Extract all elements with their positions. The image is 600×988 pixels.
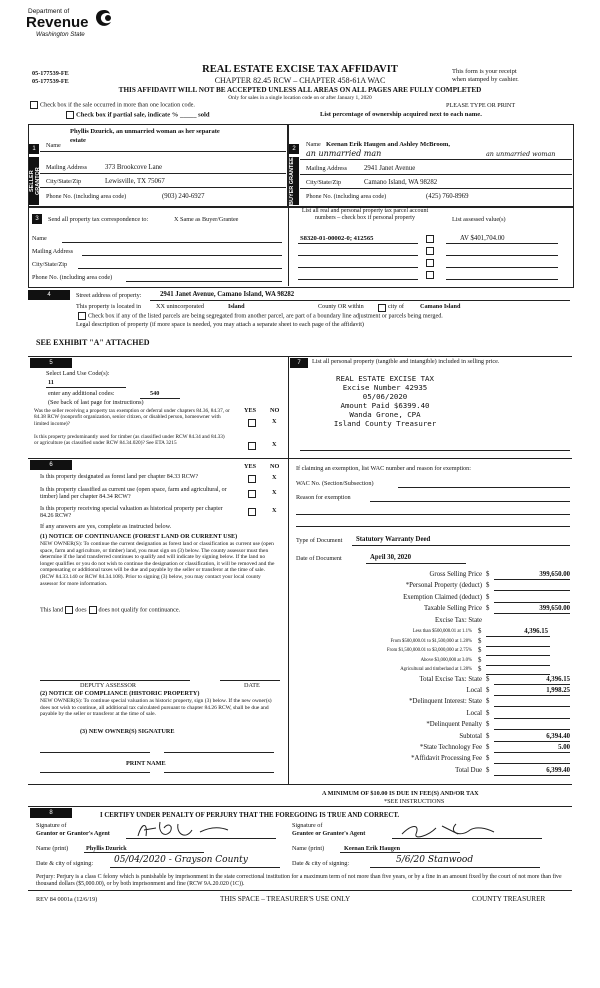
calc-local2-label: Local	[466, 709, 482, 717]
s5-q2: Is this property predominantly used for timber (as classified under RCW 84.34 and 84.33) or agriculture (as classified under RCW 84.34.020)? See ETA 3215	[34, 434, 225, 447]
seller-city-value: Lewisville, TX 75067	[105, 178, 165, 185]
calc-delinq-int-label: *Delinquent Interest: State	[409, 698, 482, 706]
see-exhibit: SEE EXHIBIT "A" ATTACHED	[36, 338, 150, 347]
stamp-line-5: Wanda Grone, CPA	[349, 410, 421, 419]
grantor-name: Phyllis Dzurick	[86, 845, 127, 852]
s3-city-label: City/State/Zip	[32, 261, 68, 268]
stamp-line-6: Island County Treasurer	[333, 419, 437, 428]
partial-sale-sold: sold	[198, 111, 210, 119]
seller-vertical-label: SELLER GRANTOR	[29, 157, 39, 205]
seller-mailing-value: 373 Brookcove Lane	[105, 164, 163, 171]
see-back: (See back of last page for instructions)	[48, 399, 144, 406]
section-2-badge: 2	[289, 144, 299, 154]
s6-q3: Is this property receiving special valuation as historical property per chapter 84.26 RCW?	[40, 506, 223, 519]
see-instructions: *SEE INSTRUCTIONS	[384, 798, 445, 805]
section-4-badge: 4	[28, 290, 70, 300]
stamp-line-2: Excise Number 42935	[342, 383, 428, 392]
segregated-checkbox[interactable]	[78, 312, 86, 320]
rev-number: REV 84 0001a (12/6/19)	[36, 896, 98, 903]
buyer-hand-note-2: an unmarried woman	[486, 150, 556, 158]
s5-q1-yes[interactable]	[248, 419, 256, 427]
calc-personal-label: *Personal Property (deduct)	[405, 582, 482, 590]
s6-q1-yes[interactable]	[248, 475, 256, 483]
s6-q3-yes[interactable]	[248, 508, 256, 516]
calc-tier4-label: Above $3,000,000 at 3.0%	[420, 657, 472, 663]
segregated-label: Check box if any of the listed parcels are being segregated from another parcel, are part of a boundary line adjustment or parcels being merged.	[88, 312, 443, 320]
calc-local2-dollar: $	[486, 709, 490, 717]
parcel-number: S8320-01-00002-0; 412565	[300, 235, 374, 242]
select-land-label: Select Land Use Code(s):	[46, 370, 110, 377]
calc-subtotal-label: Subtotal	[459, 732, 482, 740]
seller-name-value-2: estate	[70, 137, 86, 144]
calc-local-value: 1,998.25	[546, 686, 570, 694]
land-code: 11	[48, 379, 54, 386]
calc-gross-dollar: $	[486, 571, 490, 578]
section-7-badge: 7	[290, 358, 308, 368]
land-does-label: does	[75, 606, 87, 614]
section-8-badge: 8	[30, 808, 72, 818]
grantee-sig-label-2: Grantee or Grantee's Agent	[292, 830, 366, 837]
new-owner-sig: (3) NEW OWNER(S) SIGNATURE	[80, 728, 175, 735]
send-all-label: Send all property tax correspondence to:	[48, 216, 149, 223]
calc-personal-dollar: $	[486, 582, 490, 590]
grantor-name-label: Name (print)	[36, 845, 69, 852]
treasurer-space: THIS SPACE – TREASURER'S USE ONLY	[220, 895, 351, 903]
list-percentage: List percentage of ownership acquired next to each name.	[320, 111, 482, 118]
calc-taxable-dollar: $	[486, 605, 490, 613]
calc-tech-label: *State Technology Fee	[419, 743, 482, 751]
type-doc-label: Type of Document	[296, 537, 343, 544]
calc-tier3-label: From $1,500,000.01 to $3,000,000 at 2.75%	[386, 648, 472, 653]
if-any-yes: If any answers are yes, complete as instructed below.	[40, 523, 172, 530]
parcel-checkbox-3[interactable]	[426, 259, 434, 267]
county-name: Island	[228, 303, 245, 310]
calc-tier5-dollar: $	[478, 666, 482, 673]
dor-logo	[22, 8, 117, 52]
s6-q1-no[interactable]: X	[272, 474, 277, 481]
calc-local-label: Local	[466, 686, 482, 694]
multi-location-checkbox[interactable]	[30, 101, 38, 109]
logo-wa: Washington State	[36, 31, 85, 38]
partial-sale-label: Check box if partial sale, indicate %	[76, 111, 179, 119]
assessed-value: AV $401,704.00	[460, 235, 505, 242]
partial-sale-checkbox[interactable]	[66, 111, 74, 119]
s6-q3-no[interactable]: X	[272, 507, 277, 514]
calc-gross-value: 399,650.00	[539, 571, 570, 578]
s5-no: NO	[270, 407, 280, 414]
this-land-row[interactable]	[40, 606, 180, 614]
form-id-1: 05-177539-FE	[32, 70, 69, 77]
buyer-city-label: City/State/Zip	[306, 179, 342, 186]
calc-delinq-pen-dollar: $	[486, 721, 490, 729]
buyer-name-label: Name	[306, 141, 321, 148]
notice2-text: NEW OWNER(S): To continue special valuation as historic property, sign (3) below. If the new owner(s) does not wish to continue, all additional tax calculated pursuant to chapter 84.26 RCW, shall be due and payable by the seller or transferor at the time of sale.	[40, 698, 272, 718]
date-doc-label: Date of Document	[296, 555, 342, 562]
seller-phone-label: Phone No. (including area code)	[46, 193, 127, 200]
legal-desc: Legal description of property (if more space is needed, you may attach a separate sheet to each page of the affidavit)	[76, 321, 364, 328]
s5-q1: Was the seller receiving a property tax exemption or deferral under chapters 84.36, 84.37, or 84.38 RCW (nonprofit organization, senior citizen, or disabled person, homeowner with limited income)?	[34, 408, 230, 427]
section-3-badge: 3	[32, 214, 42, 224]
grantor-date-value: 05/04/2020 - Grayson County	[114, 855, 248, 865]
calc-tier1-dollar: $	[478, 628, 482, 635]
buyer-mailing-value: 2941 Janet Avenue	[364, 165, 416, 172]
calc-total-value: 6,399.40	[546, 766, 570, 774]
s6-q2: Is this property classified as current use (open space, farm and agricultural, or timber) land per chapter 84.34 RCW?	[40, 487, 227, 500]
form-warning: THIS AFFIDAVIT WILL NOT BE ACCEPTED UNLESS ALL AREAS ON ALL PAGES ARE FULLY COMPLETED	[118, 86, 482, 94]
section-6-badge: 6	[30, 460, 72, 470]
revenue-swirl-icon	[92, 8, 116, 30]
buyer-hand-note-1: an unmarried man	[306, 149, 382, 158]
calc-exemption-dollar: $	[486, 593, 490, 601]
partial-sale-row[interactable]: Check box if partial sale, indicate % _____ sold	[64, 111, 210, 119]
multi-location-check[interactable]	[28, 101, 195, 109]
s3-phone-label: Phone No. (including area code)	[32, 274, 113, 281]
calc-total-label: Total Due	[455, 766, 482, 774]
buyer-phone-value: (425) 760-8969	[426, 193, 469, 200]
calc-tier3-dollar: $	[478, 647, 482, 654]
date-doc-value: April 30, 2020	[370, 554, 411, 561]
seller-phone-value: (903) 240-6927	[162, 193, 205, 200]
s6-q2-yes[interactable]	[248, 490, 256, 498]
list-assessed-label: List assessed value(s)	[452, 216, 506, 223]
minimum-due: A MINIMUM OF $10.00 IS DUE IN FEE(S) AND/OR TAX	[322, 790, 479, 797]
calc-total-state-value: 4,396.15	[546, 675, 570, 683]
calc-tier1-label: Less than $500,000.01 at 1.1%	[412, 629, 472, 634]
grantee-name: Keenan Erik Haugen	[344, 845, 401, 852]
calc-tier2-label: From $500,000.01 to $1,500,000 at 1.28%	[390, 638, 472, 644]
calc-tier5-label: Agricultural and timberland at 1.28%	[400, 667, 472, 672]
calc-tier1-value: 4,396.15	[524, 628, 548, 635]
located-value: XX unincorporated	[156, 303, 204, 310]
calc-tier4-dollar: $	[478, 656, 482, 664]
same-as-buyer: X Same as Buyer/Grantee	[174, 216, 239, 223]
seller-name-value: Phyllis Dzurick, an unmarried woman as her separate	[70, 128, 220, 135]
receipt-note-2: when stamped by cashier.	[452, 76, 519, 83]
deputy-assessor: DEPUTY ASSESSOR	[80, 682, 136, 689]
street-value: 2941 Janet Avenue, Camano Island, WA 98282	[160, 291, 295, 298]
additional-codes-value: 540	[150, 390, 160, 397]
this-land-label: This land	[40, 606, 64, 614]
grantee-date-value: 5/6/20 Stanwood	[396, 855, 474, 865]
form-only-for: Only for sales in a single location code on or after January 1, 2020	[228, 95, 372, 101]
additional-codes-label: enter any additional codes:	[48, 390, 115, 397]
calc-affidavit-label: *Affidavit Processing Fee	[411, 755, 482, 763]
calc-excise-label: Excise Tax: State	[435, 616, 482, 624]
calc-total-dollar: $	[486, 766, 490, 774]
buyer-name-value: Keenan Erik Haugen and Ashley McBroom,	[326, 141, 451, 148]
grantee-name-label: Name (print)	[292, 845, 325, 852]
buyer-vertical-label: BUYER GRANTEE	[289, 157, 299, 205]
city-of-checkbox[interactable]	[378, 304, 386, 312]
calc-total-state-dollar: $	[486, 675, 490, 683]
s6-q2-no[interactable]: X	[272, 489, 277, 496]
list-all-label: List all real and personal property tax parcel account numbers – check box if personal property	[301, 208, 429, 221]
form-chapter: CHAPTER 82.45 RCW – CHAPTER 458-61A WAC	[214, 76, 386, 85]
calc-delinq-pen-label: *Delinquent Penalty	[426, 721, 482, 729]
please-type: PLEASE TYPE OR PRINT	[446, 102, 516, 109]
s5-q2-yes[interactable]	[248, 442, 256, 450]
grantee-date-label: Date & city of signing:	[292, 860, 350, 867]
county-or: County OR within	[318, 303, 364, 310]
print-name: PRINT NAME	[126, 760, 166, 767]
form-id-2: 05-177539-FE	[32, 78, 69, 85]
calc-gross-label: Gross Selling Price	[429, 571, 482, 578]
s6-no: NO	[270, 463, 280, 470]
parcel-checkbox-1[interactable]	[426, 235, 434, 243]
city-of-label: city of	[388, 303, 404, 310]
calc-taxable-value: 399,650.00	[539, 605, 570, 613]
calc-subtotal-value: 6,394.40	[546, 732, 570, 740]
stamp-line-1: REAL ESTATE EXCISE TAX	[336, 374, 434, 383]
calc-exemption-label: Exemption Claimed (deduct)	[403, 593, 482, 601]
notice2-title: (2) NOTICE OF COMPLIANCE (HISTORIC PROPERTY)	[40, 690, 200, 697]
located-label: This property is located in	[76, 303, 141, 310]
grantor-sig-label-2: Grantor or Grantor's Agent	[36, 830, 110, 837]
parcel-checkbox-4[interactable]	[426, 271, 434, 279]
s3-mailing-label: Mailing Address	[32, 248, 74, 255]
calc-tech-dollar: $	[486, 743, 490, 751]
wac-label: WAC No. (Section/Subsection)	[296, 480, 374, 487]
form-title: REAL ESTATE EXCISE TAX AFFIDAVIT	[202, 64, 398, 75]
multi-location-label: Check box if the sale occurred in more than one location code.	[40, 101, 195, 109]
land-does-checkbox[interactable]	[65, 606, 73, 614]
claiming-exemption: If claiming an exemption, list WAC number and reason for exemption:	[296, 465, 471, 472]
s5-q2-no[interactable]: X	[272, 441, 277, 448]
county-treasurer: COUNTY TREASURER	[472, 895, 546, 903]
calc-subtotal-dollar: $	[486, 732, 490, 740]
calc-local-dollar: $	[486, 686, 490, 694]
reason-label: Reason for exemption	[296, 494, 351, 501]
section-5-badge: 5	[30, 358, 72, 368]
stamp-line-3: 05/06/2020	[362, 392, 408, 401]
notice1-text: NEW OWNER(S): To continue the current designation as forest land or classification as current use (open space, farm and agriculture, or timber) land, you must sign on (3) below. The county assessor must then determine if the land transferred continues to qualify and will indicate by signing below. If the land no longer qualifies or you do not wish to continue the designation or classification, it will be removed and the compensating or additional taxes will be due and payable by the seller or transferor at the time of sale. (RCW 84.33.140 or RCW 84.34.108). Prior to signing (3) below, you may contact your local county assessor for more information.	[40, 541, 275, 587]
grantor-date-label: Date & city of signing:	[36, 860, 94, 867]
s5-q1-no[interactable]: X	[272, 418, 277, 425]
s6-yes: YES	[244, 463, 257, 470]
logo-dept: Department of	[28, 8, 70, 15]
list-personal-label: List all personal property (tangible and intangible) included in selling price.	[312, 358, 500, 365]
calc-tech-value: 5.00	[558, 743, 570, 751]
s3-name-label: Name	[32, 235, 47, 242]
s5-yes: YES	[244, 407, 257, 414]
land-does-not-checkbox[interactable]	[89, 606, 97, 614]
grantor-sig-label: Signature of	[36, 822, 67, 829]
notice1-title: (1) NOTICE OF CONTINUANCE (FOREST LAND OR CURRENT USE)	[40, 533, 238, 540]
type-doc-value: Statutory Warranty Deed	[356, 536, 431, 543]
street-label: Street address of property:	[76, 292, 142, 299]
seller-mailing-label: Mailing Address	[46, 164, 88, 171]
land-does-not-label: does not qualify for continuance.	[98, 606, 181, 614]
calc-taxable-label: Taxable Selling Price	[423, 605, 482, 613]
buyer-mailing-label: Mailing Address	[306, 165, 348, 172]
calc-affidavit-dollar: $	[486, 755, 490, 763]
parcel-checkbox-2[interactable]	[426, 247, 434, 255]
certify: I CERTIFY UNDER PENALTY OF PERJURY THAT THE FOREGOING IS TRUE AND CORRECT.	[100, 812, 400, 819]
segregated-row[interactable]	[76, 312, 443, 320]
s6-q1: Is this property designated as forest land per chapter 84.33 RCW?	[40, 474, 199, 480]
grantee-sig-label: Signature of	[292, 822, 323, 829]
seller-city-label: City/State/Zip	[46, 178, 82, 185]
section-1-badge: 1	[29, 144, 39, 154]
seller-name-label: Name	[46, 142, 61, 149]
perjury-text: Perjury: Perjury is a class C felony which is punishable by imprisonment in the state correctional institution for a maximum term of not more than five years, or by a fine in an amount fixed by the court of not more than five thousand dollars ($5,000.00), or by both imprisonment and fine (RCW 9A.20.020 (1C)).	[36, 874, 562, 887]
receipt-note-1: This form is your receipt	[452, 68, 517, 75]
city-value: Camano Island	[420, 303, 461, 310]
logo-revenue: Revenue	[26, 14, 89, 31]
calc-delinq-int-dollar: $	[486, 698, 490, 706]
buyer-phone-label: Phone No. (including area code)	[306, 193, 387, 200]
buyer-city-value: Camano Island, WA 98282	[364, 179, 438, 186]
treasurer-stamp	[300, 374, 470, 428]
stamp-line-4: Amount Paid $6399.40	[340, 401, 430, 410]
calc-tier2-dollar: $	[478, 637, 482, 645]
s6-date: DATE	[244, 682, 260, 689]
calc-total-state-label: Total Excise Tax: State	[419, 675, 482, 683]
